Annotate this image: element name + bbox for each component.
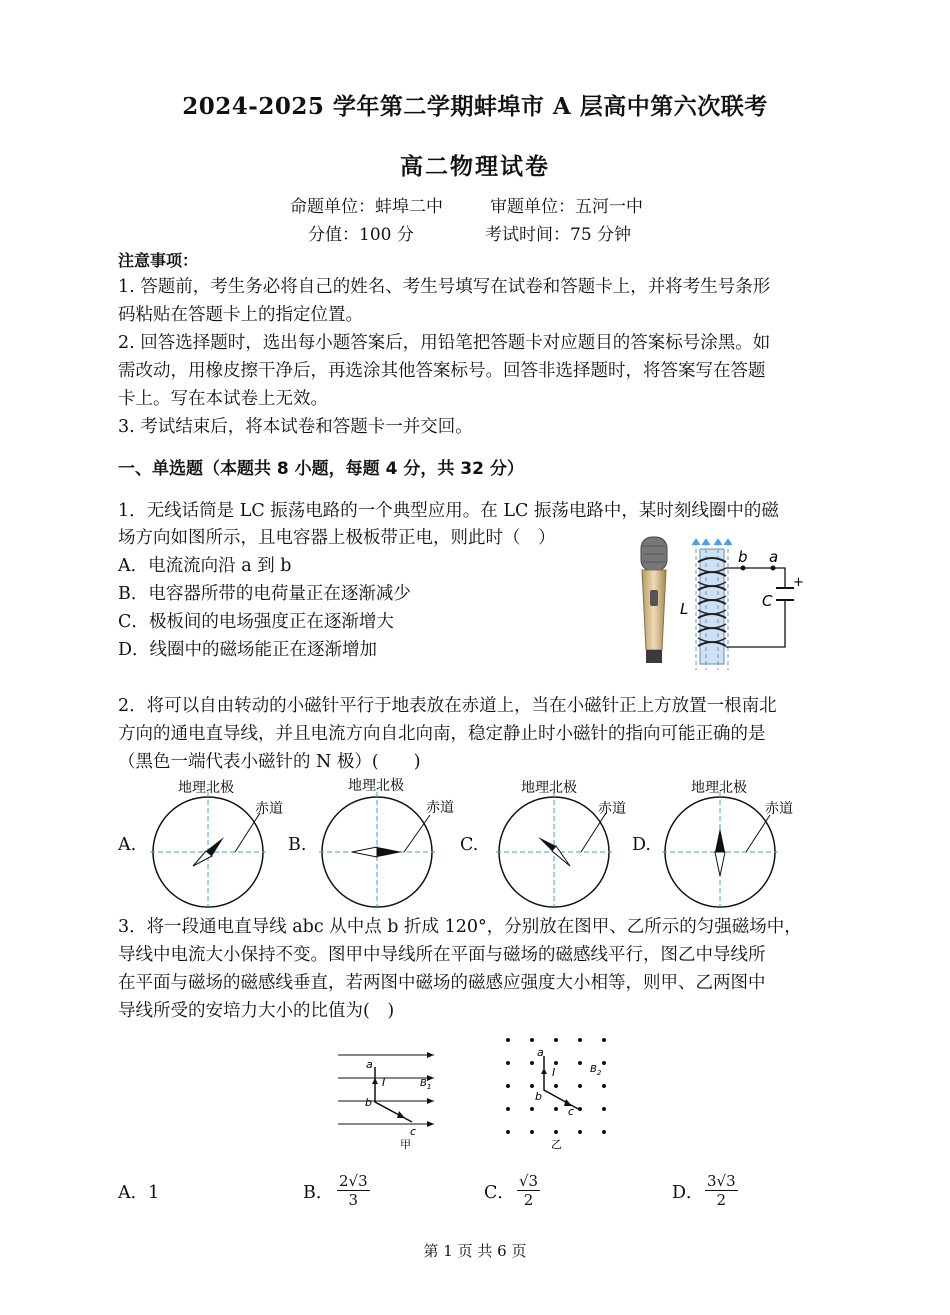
q2-compass-d <box>655 775 815 910</box>
north-pole-label: 地理北极 <box>691 780 747 796</box>
q1-label-a: a <box>769 548 779 566</box>
q3-yi-label-a: a <box>537 1046 544 1059</box>
q3-jia-label-a: a <box>366 1058 373 1071</box>
north-pole-label: 地理北极 <box>348 778 404 794</box>
q3-jia-label-c: c <box>410 1125 417 1138</box>
q2-compass-c <box>484 775 644 910</box>
q2-option-d-label: D. <box>632 835 651 855</box>
q2-compass-a <box>140 775 300 910</box>
notes-line: 3. 考试结束后，将本试卷和答题卡一并交回。 <box>118 417 473 437</box>
q1-option-d: D．线圈中的磁场能正在逐渐增加 <box>118 640 378 660</box>
coil-figure <box>692 539 732 670</box>
q3-jia-label-b1: $B_1$ <box>420 1078 432 1091</box>
q3-yi-label-b: b <box>535 1090 542 1103</box>
q3-option-d-label: D． <box>672 1183 704 1203</box>
q1-label-l: L <box>680 600 689 618</box>
q1-lc-circuit-figure <box>630 532 830 672</box>
q3-jia-caption: 甲 <box>400 1138 411 1151</box>
q1-stem-line: 场方向如图所示，且电容器上极板带正电，则此时（ ） <box>118 528 556 548</box>
q3-figure-yi <box>498 1028 623 1153</box>
q3-yi-label-b2: $B_2$ <box>590 1064 602 1077</box>
notes-heading: 注意事项： <box>118 251 199 270</box>
notes-line: 2. 回答选择题时，选出每小题答案后，用铅笔把答题卡对应题目的答案标号涂黑。如 <box>118 333 771 353</box>
q1-option-c: C．极板间的电场强度正在逐渐增大 <box>118 612 394 632</box>
exam-subtitle: 高二物理试卷 <box>400 153 550 180</box>
q3-option-a: A．1 <box>118 1183 160 1203</box>
notes-line: 需改动，用橡皮擦干净后，再选涂其他答案标号。回答非选择题时，将答案写在答题 <box>118 361 766 381</box>
q2-option-a-label: A. <box>118 835 137 855</box>
q3-jia-label-b: b <box>365 1096 372 1109</box>
notes-line: 码粘贴在答题卡上的指定位置。 <box>118 305 363 325</box>
reviewer-unit: 审题单位：五河一中 <box>490 197 643 217</box>
circuit-wires <box>726 566 794 648</box>
q3-option-b-fraction: $\frac{2√3}{3}$ <box>339 1172 368 1209</box>
equator-label: 赤道 <box>255 801 283 817</box>
exam-title: 2024-2025 学年第二学期蚌埠市 A 层高中第六次联考 <box>182 93 768 120</box>
equator-label: 赤道 <box>426 800 454 816</box>
q1-stem-line: 1．无线话筒是 LC 振荡电路的一个典型应用。在 LC 振荡电路中，某时刻线圈中的磁 <box>118 501 779 521</box>
score-info: 分值：100 分 <box>308 225 414 245</box>
q3-yi-label-i: I <box>552 1066 556 1079</box>
q3-yi-label-c: c <box>568 1105 575 1118</box>
q3-option-c-fraction: $\frac{√3}{2}$ <box>519 1172 539 1209</box>
setter-unit: 命题单位：蚌埠二中 <box>290 197 443 217</box>
q2-option-b-label: B. <box>288 835 307 855</box>
q3-stem-line: 在平面与磁场的磁感线垂直，若两图中磁场的磁感应强度大小相等，则甲、乙两图中 <box>118 973 766 993</box>
q1-option-b: B．电容器所带的电荷量正在逐渐减少 <box>118 584 411 604</box>
q3-figure-jia <box>330 1040 450 1155</box>
q1-option-a: A．电流流向沿 a 到 b <box>118 556 292 576</box>
page-number: 第 1 页 共 6 页 <box>423 1242 527 1260</box>
equator-label: 赤道 <box>598 801 626 817</box>
q3-stem-line: 3．将一段通电直导线 abc 从中点 b 折成 120°，分别放在图甲、乙所示的匀强磁场中， <box>118 917 802 937</box>
q2-option-c-label: C. <box>460 835 479 855</box>
magnetic-field-dots <box>506 1038 606 1134</box>
equator-label: 赤道 <box>765 801 793 817</box>
q3-option-d-fraction: $\frac{3√3}{2}$ <box>707 1172 736 1209</box>
q3-jia-label-i: I <box>382 1076 386 1089</box>
q3-option-c-label: C． <box>484 1183 515 1203</box>
q3-stem-line: 导线中电流大小保持不变。图甲中导线所在平面与磁场的磁感线平行，图乙中导线所 <box>118 945 766 965</box>
q2-stem-line: 方向的通电直导线，并且电流方向自北向南，稳定静止时小磁针的指向可能正确的是 <box>118 724 766 744</box>
q2-compass-b <box>310 775 470 910</box>
q1-label-b: b <box>738 548 748 566</box>
q3-option-b-label: B． <box>303 1183 334 1203</box>
north-pole-label: 地理北极 <box>521 780 577 796</box>
q1-label-c: C <box>762 592 773 610</box>
notes-line: 卡上。写在本试卷上无效。 <box>118 389 328 409</box>
north-pole-label: 地理北极 <box>178 780 234 796</box>
q1-label-plus: + <box>793 575 804 590</box>
notes-line: 1. 答题前，考生务必将自己的姓名、考生号填写在试卷和答题卡上，并将考生号条形 <box>118 277 771 297</box>
q2-stem-line: 2．将可以自由转动的小磁针平行于地表放在赤道上，当在小磁针正上方放置一根南北 <box>118 696 777 716</box>
q3-stem-line: 导线所受的安培力大小的比值为( ) <box>118 1001 395 1021</box>
q3-yi-caption: 乙 <box>551 1138 562 1151</box>
time-info: 考试时间：75 分钟 <box>485 225 632 245</box>
q2-stem-line: （黑色一端代表小磁针的 N 极）( ) <box>118 752 421 772</box>
microphone-icon <box>641 537 667 663</box>
section-heading: 一、单选题（本题共 8 小题，每题 4 分，共 32 分） <box>118 459 524 479</box>
